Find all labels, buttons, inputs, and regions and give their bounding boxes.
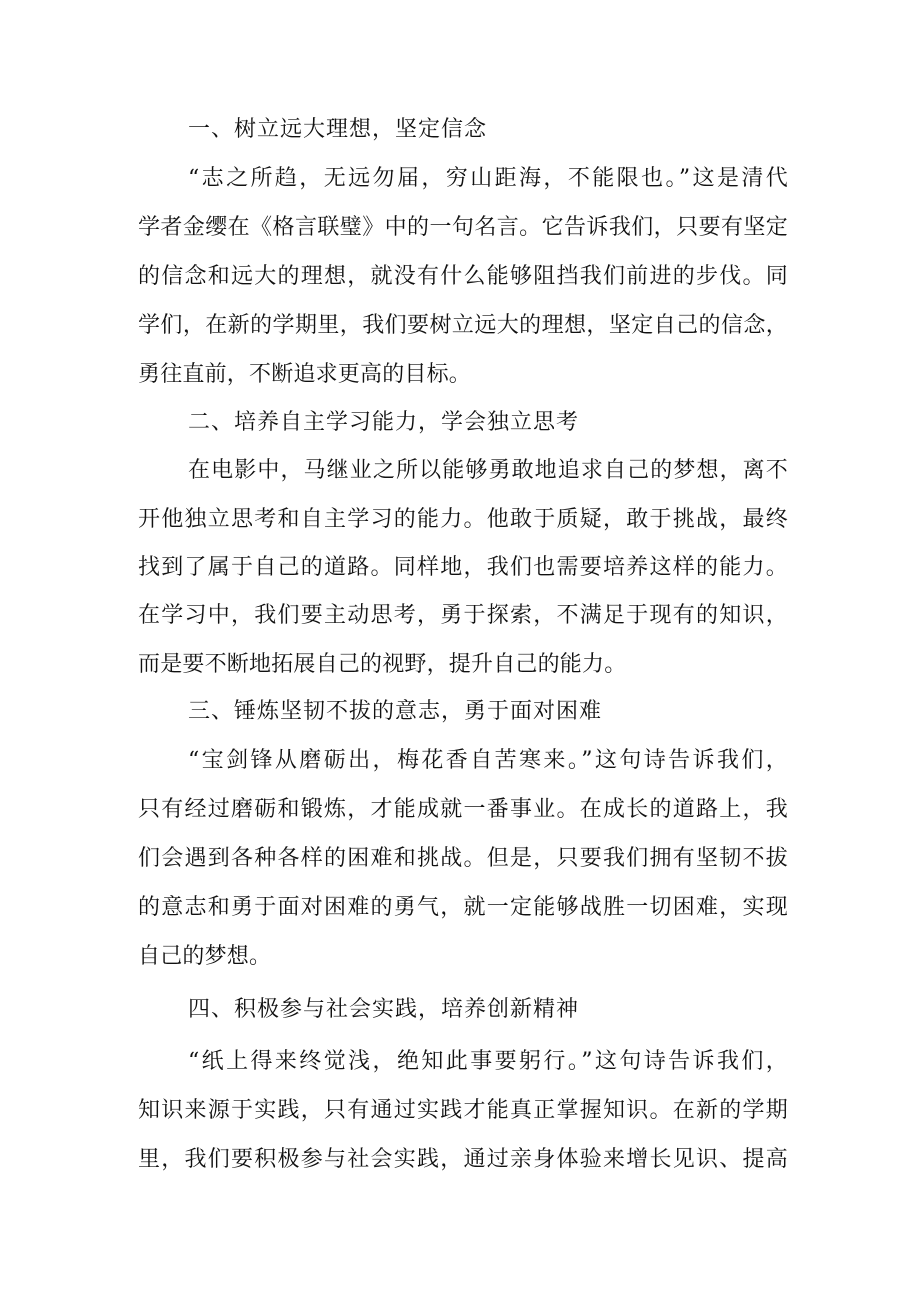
- paragraph-line: 开他独立思考和自主学习的能力。他敢于质疑，敢于挑战，最终: [138, 507, 788, 532]
- paragraph-line: “纸上得来终觉浅，绝知此事要躬行。”这句诗告诉我们，: [188, 1049, 788, 1074]
- paragraph-line: 学者金缨在《格言联璧》中的一句名言。它告诉我们，只要有坚定: [138, 215, 788, 240]
- paragraph-line: 们会遇到各种各样的困难和挑战。但是，只要我们拥有坚韧不拔: [138, 846, 788, 871]
- paragraph-line: 勇往直前，不断追求更高的目标。: [138, 362, 472, 387]
- section-heading: 四、积极参与社会实践，培养创新精神: [188, 997, 580, 1022]
- paragraph-line: “宝剑锋从磨砺出，梅花香自苦寒来。”这句诗告诉我们，: [188, 748, 788, 773]
- paragraph-line: 只有经过磨砺和锻炼，才能成就一番事业。在成长的道路上，我: [138, 797, 788, 822]
- paragraph-line: 的意志和勇于面对困难的勇气，就一定能够战胜一切困难，实现: [138, 895, 788, 920]
- section-heading: 一、树立远大理想，坚定信念: [188, 117, 488, 142]
- paragraph-line: 里，我们要积极参与社会实践，通过亲身体验来增长见识、提高: [138, 1147, 788, 1172]
- paragraph-line: 的信念和远大的理想，就没有什么能够阻挡我们前进的步伐。同: [138, 264, 788, 289]
- paragraph-line: 学们，在新的学期里，我们要树立远大的理想，坚定自己的信念，: [138, 313, 788, 338]
- paragraph-line: “志之所趋，无远勿届，穷山距海，不能限也。”这是清代: [188, 166, 788, 191]
- section-heading: 三、锤炼坚韧不拔的意志，勇于面对困难: [188, 699, 603, 724]
- paragraph-line: 在学习中，我们要主动思考，勇于探索，不满足于现有的知识，: [138, 603, 788, 628]
- section-heading: 二、培养自主学习能力，学会独立思考: [188, 410, 580, 435]
- paragraph-line: 找到了属于自己的道路。同样地，我们也需要培养这样的能力。: [138, 555, 788, 580]
- paragraph-line: 知识来源于实践，只有通过实践才能真正掌握知识。在新的学期: [138, 1098, 788, 1123]
- paragraph-line: 而是要不断地拓展自己的视野，提升自己的能力。: [138, 652, 627, 677]
- paragraph-line: 自己的梦想。: [138, 944, 272, 969]
- paragraph-line: 在电影中，马继业之所以能够勇敢地追求自己的梦想，离不: [188, 458, 788, 483]
